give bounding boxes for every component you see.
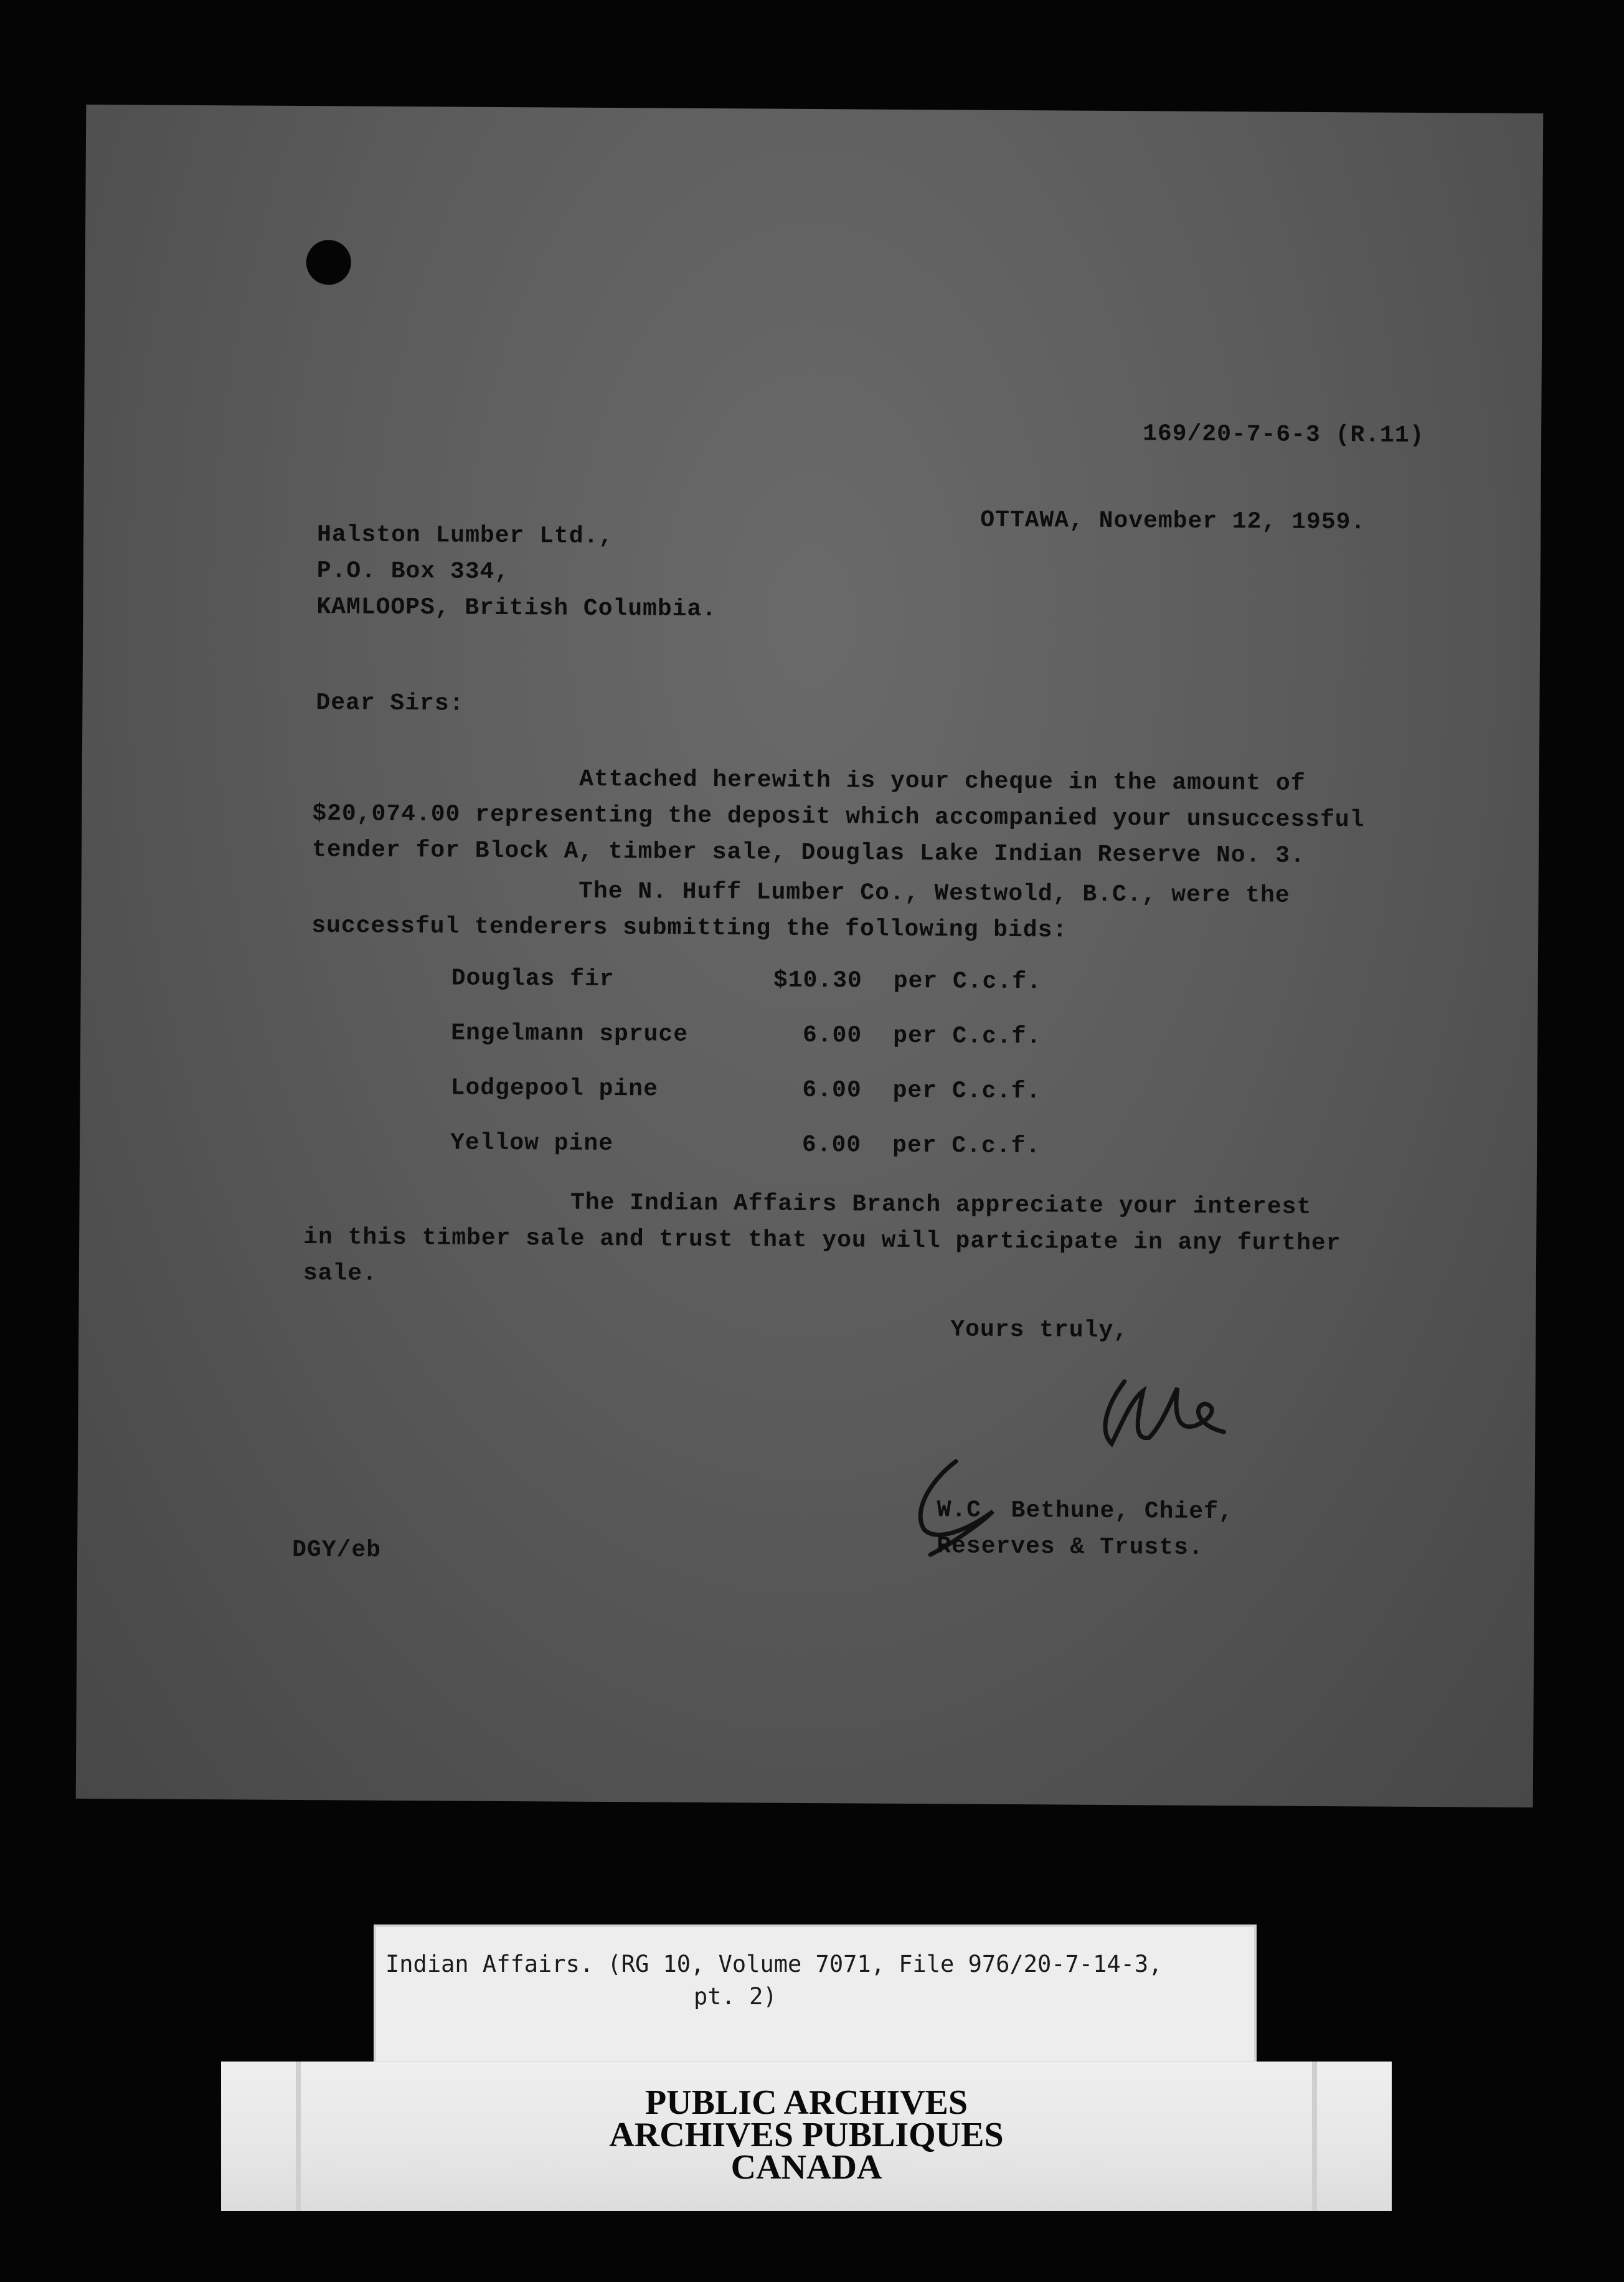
bid-unit: per C.c.f. [893,1022,1042,1050]
archive-reference-label [374,1925,1257,2063]
stamp-line: CANADA [730,2148,882,2187]
typist-initials: DGY/eb [292,1536,382,1564]
bid-price: 6.00 [802,1021,862,1049]
bid-species: Douglas fir [451,964,615,993]
paragraph-line: in this timber sale and trust that you will participate in any further [303,1224,1341,1257]
letter-date: OTTAWA, November 12, 1959. [980,506,1366,536]
punch-hole [306,240,351,285]
archive-reference-line: pt. 2) [694,1983,777,2010]
paragraph-appreciation [303,1183,1341,1298]
salutation: Dear Sirs: [316,689,465,717]
signer-block [937,1492,1234,1566]
paragraph-line: tender for Block A, timber sale, Douglas Lake Indian Reserve No. 3. [311,836,1305,869]
paragraph-line: Attached herewith is your cheque in the amount of [312,764,1306,797]
paragraph-line: The N. Huff Lumber Co., Westwold, B.C., were the [311,876,1290,909]
letter-page [76,105,1544,1807]
paragraph-line: sale. [303,1260,378,1287]
paragraph-line: successful tenderers submitting the following bids: [311,912,1068,944]
paragraph-cheque [312,760,1365,874]
closing: Yours truly, [950,1316,1129,1345]
bid-species: Lodgepool pine [450,1074,659,1103]
bid-row [451,950,1042,1009]
address-line: P.O. Box 334, [316,557,510,586]
bid-price: 6.00 [802,1076,862,1104]
bid-row [450,1060,1041,1119]
stamp-line: ARCHIVES PUBLIQUES [609,2116,1004,2154]
bid-price: $10.30 [773,967,862,995]
file-reference: 169/20-7-6-3 (R.11) [1142,420,1425,450]
paragraph-successful-tenderers [311,872,1290,950]
signer-line: Reserves & Trusts. [937,1533,1204,1561]
address-line: KAMLOOPS, British Columbia. [316,594,717,623]
bid-row [450,1115,1041,1173]
paragraph-line: The Indian Affairs Branch appreciate your interest [303,1188,1312,1221]
bids-table [450,950,1042,1173]
recipient-address [316,517,717,628]
address-line: Halston Lumber Ltd., [316,521,614,551]
bid-unit: per C.c.f. [892,1077,1041,1105]
paragraph-line: $20,074.00 representing the deposit which accompanied your unsuccessful [312,800,1365,834]
bid-species: Engelmann spruce [451,1019,689,1048]
archives-stamp [221,2062,1392,2211]
bid-row [451,1005,1042,1064]
archive-reference-line: Indian Affairs. (RG 10, Volume 7071, File 976/20-7-14-3, [385,1951,1163,1977]
bid-price: 6.00 [801,1131,862,1159]
bid-unit: per C.c.f. [892,1132,1041,1160]
bid-species: Yellow pine [450,1129,614,1157]
stamp-line: PUBLIC ARCHIVES [644,2083,968,2122]
signer-line: W.C. Bethune, Chief, [937,1497,1234,1526]
bid-unit: per C.c.f. [893,967,1042,995]
